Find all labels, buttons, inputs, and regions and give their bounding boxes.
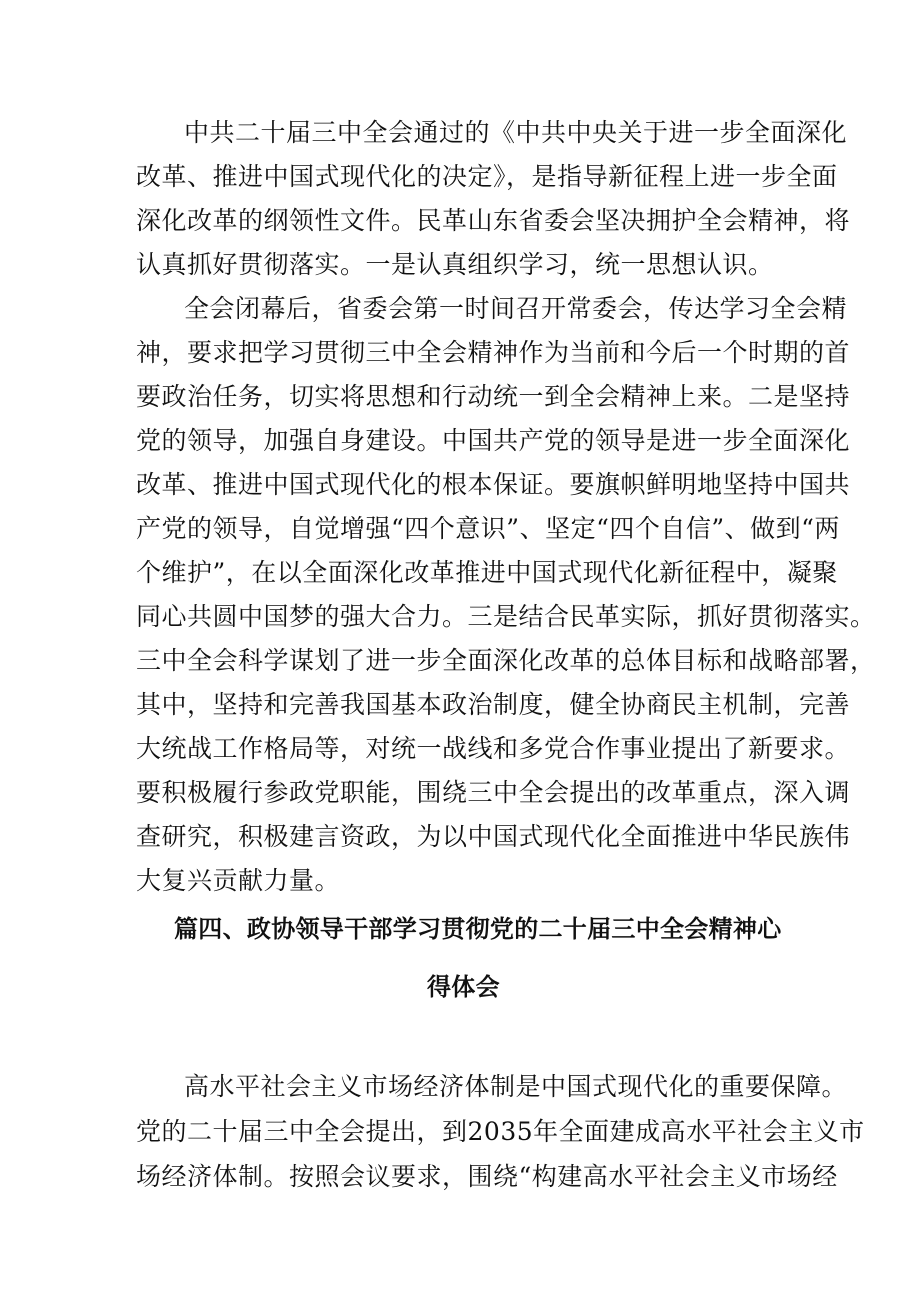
paragraph-1-line-3: 深化改革的纲领性文件。民革山东省委会坚决拥护全会精神，将 [136, 206, 851, 235]
paragraph-2-line-5: 改革、推进中国式现代化的根本保证。要旗帜鲜明地坚持中国共 [136, 470, 851, 499]
paragraph-2-line-10: 其中，坚持和完善我国基本政治制度，健全协商民主机制，完善 [136, 690, 851, 719]
paragraph-2-line-3: 要政治任务，切实将思想和行动统一到全会精神上来。二是坚持 [136, 382, 851, 411]
paragraph-2-line-11: 大统战工作格局等，对统一战线和多党合作事业提出了新要求。 [136, 734, 851, 763]
paragraph-3-line-2: 党的二十届三中全会提出，到2035年全面建成高水平社会主义市 [136, 1117, 865, 1146]
paragraph-1-line-4: 认真抓好贯彻落实。一是认真组织学习，统一思想认识。 [136, 250, 774, 279]
paragraph-1-line-2: 改革、推进中国式现代化的决定》，是指导新征程上进一步全面 [136, 162, 838, 191]
paragraph-2-line-12: 要积极履行参政党职能，围绕三中全会提出的改革重点，深入调 [136, 778, 851, 807]
paragraph-2-line-13: 查研究，积极建言资政，为以中国式现代化全面推进中华民族伟 [136, 822, 851, 851]
paragraph-1-line-1: 中共二十届三中全会通过的《中共中央关于进一步全面深化 [184, 118, 848, 147]
paragraph-2-line-2: 神，要求把学习贯彻三中全会精神作为当前和今后一个时期的首 [136, 338, 851, 367]
paragraph-2-line-9: 三中全会科学谋划了进一步全面深化改革的总体目标和战略部署， [136, 646, 876, 675]
paragraph-2-line-14: 大复兴贡献力量。 [136, 866, 341, 895]
section-heading-line-1: 篇四、政协领导干部学习贯彻党的二十届三中全会精神心 [174, 915, 782, 943]
paragraph-2-line-7: 个维护”，在以全面深化改革推进中国式现代化新征程中，凝聚 [136, 558, 838, 587]
paragraph-3-line-1: 高水平社会主义市场经济体制是中国式现代化的重要保障。 [184, 1072, 848, 1101]
section-heading-line-2: 得体会 [427, 973, 500, 1001]
paragraph-2-line-8: 同心共圆中国梦的强大合力。三是结合民革实际，抓好贯彻落实。 [136, 602, 876, 631]
paragraph-3-line-3: 场经济体制。按照会议要求，围绕“构建高水平社会主义市场经 [136, 1162, 838, 1191]
paragraph-2-line-1: 全会闭幕后，省委会第一时间召开常委会，传达学习全会精 [184, 294, 848, 323]
paragraph-2-line-4: 党的领导，加强自身建设。中国共产党的领导是进一步全面深化 [136, 426, 851, 455]
paragraph-2-line-6: 产党的领导，自觉增强“四个意识”、坚定“四个自信”、做到“两 [136, 514, 840, 543]
